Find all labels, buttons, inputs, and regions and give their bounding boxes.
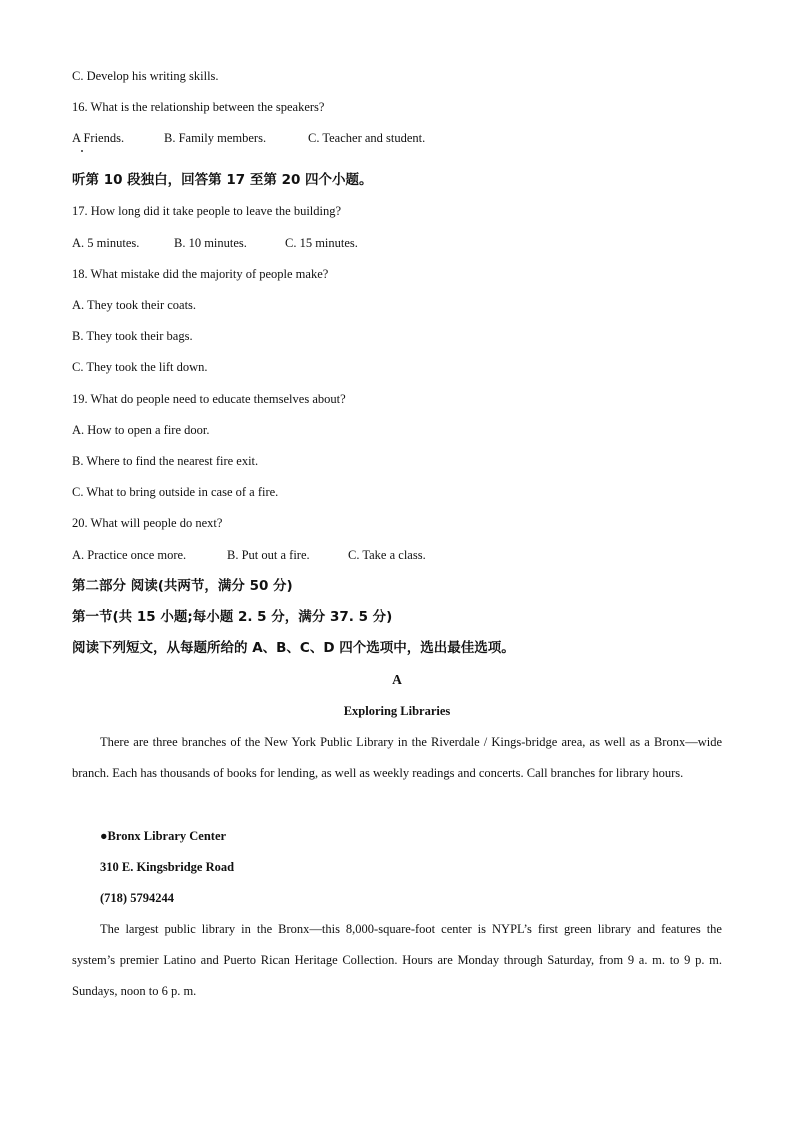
part2-instruction: 阅读下列短文，从每题所给的 A、B、C、D 四个选项中，选出最佳选项。 <box>72 640 515 656</box>
passage-intro: There are three branches of the New York Public Library in the Riverdale / Kings-bridge area, as well as a Bronx—wide branch. Each has thousands of books for lending, as well as weekly readings and concerts. Call branches for library hours. <box>72 735 722 780</box>
q18-option-b: B. They took their bags. <box>72 329 193 343</box>
branch-phone: (718) 5794244 <box>100 891 174 905</box>
passage-letter: A <box>392 672 402 687</box>
q15-option-c: C. Develop his writing skills. <box>72 69 219 83</box>
q17-option-c: C. 15 minutes. <box>285 236 358 250</box>
q20-options <box>72 547 426 563</box>
q20-option-c: C. Take a class. <box>348 548 426 562</box>
branch-name: ●Bronx Library Center <box>100 829 227 843</box>
q18-option-a: A. They took their coats. <box>72 298 197 312</box>
q20-option-b: B. Put out a fire. <box>227 548 310 562</box>
q17-question: 17. How long did it take people to leave the building? <box>72 204 342 218</box>
q17-option-b: B. 10 minutes. <box>174 236 247 250</box>
section10-heading: 听第 10 段独白，回答第 17 至第 20 四个小题。 <box>72 172 373 188</box>
q17-options <box>72 235 358 251</box>
q16-option-b: B. Family members. <box>164 131 267 145</box>
q20-option-a: A. Practice once more. <box>72 548 187 562</box>
q19-option-a: A. How to open a fire door. <box>72 423 210 437</box>
q19-option-b: B. Where to find the nearest fire exit. <box>72 454 259 468</box>
q19-question: 19. What do people need to educate themselves about? <box>72 392 346 406</box>
part2-heading: 第二部分 阅读(共两节，满分 50 分) <box>72 578 293 594</box>
branch-description: The largest public library in the Bronx—this 8,000-square-foot center is NYPL’s first green library and features the system’s premier Latino and Puerto Rican Heritage Collection. Hours are Monday through Saturday, from 9 a. m. to 9 p. m. Sundays, noon to 6 p. m. <box>72 922 722 998</box>
q16-option-a: A Friends. <box>72 131 125 145</box>
q17-option-a: A. 5 minutes. <box>72 236 140 250</box>
passage-title: Exploring Libraries <box>343 704 451 718</box>
q18-question: 18. What mistake did the majority of people make? <box>72 267 329 281</box>
q19-option-c: C. What to bring outside in case of a fire. <box>72 485 279 499</box>
part2-section1: 第一节(共 15 小题;每小题 2. 5 分，满分 37. 5 分) <box>72 609 393 625</box>
q16-option-c: C. Teacher and student. <box>308 131 426 145</box>
q16-options <box>72 130 425 146</box>
q16-question: 16. What is the relationship between the speakers? <box>72 100 325 114</box>
q20-question: 20. What will people do next? <box>72 516 223 530</box>
branch-address: 310 E. Kingsbridge Road <box>100 860 235 874</box>
q18-option-c: C. They took the lift down. <box>72 360 208 374</box>
stray-dot <box>81 150 83 152</box>
